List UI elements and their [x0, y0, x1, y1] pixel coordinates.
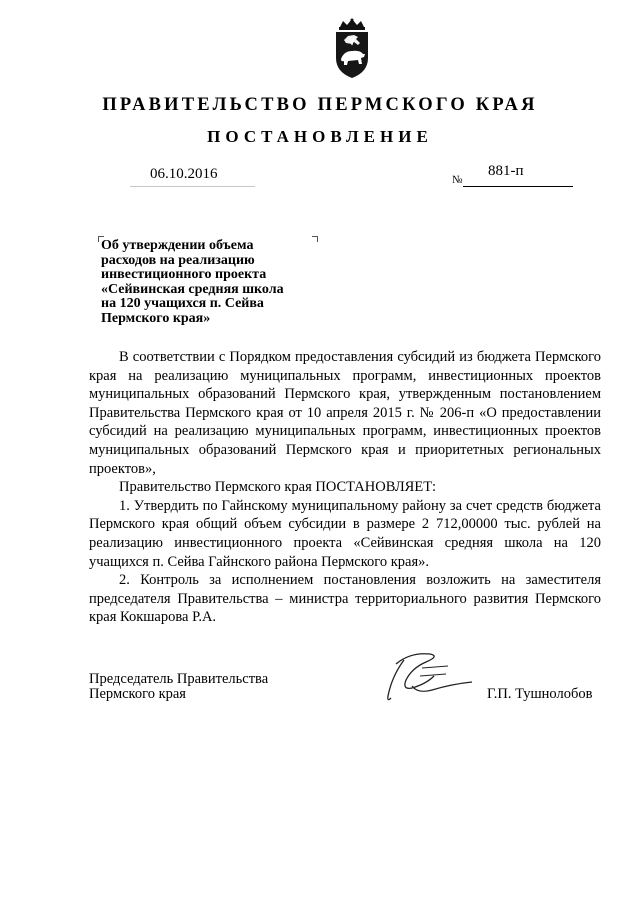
subject-line: расходов на реализацию [101, 252, 255, 268]
document-subject [101, 239, 316, 327]
preamble-paragraph: В соответствии с Порядком предоставления субсидий из бюджета Пермского края на реализацию муниципальных программ, инвестиционных проектов муниципальных образований Пермского края, утвержденным постановлением Правительства Пермского края от 10 апреля 2015 г. № 206-п «О предоставлении субсидий на реализацию муниципальных программ, инвестиционных проектов муниципальных образований Пермского края и приоритетных региональных проектов», [89, 349, 601, 477]
signer-position [89, 672, 268, 702]
number-sign: № [452, 174, 463, 186]
subject-line: Об утверждении объема [101, 238, 254, 253]
handwritten-signature-icon [382, 646, 482, 706]
subject-line: «Сейвинская средняя школа [101, 281, 284, 297]
coat-of-arms-icon [330, 18, 374, 80]
subject-line: на 120 учащихся п. Сейва [101, 296, 264, 312]
subject-line: инвестиционного проекта [101, 267, 267, 283]
government-title: ПРАВИТЕЛЬСТВО ПЕРМСКОГО КРАЯ [102, 95, 538, 115]
clause-2: 2. Контроль за исполнением постановления возложить на заместителя председателя Правительства – министра территориального развития Пермского края Кокшарова Р.А. [89, 572, 601, 626]
number-underline [463, 186, 573, 187]
clause-1: 1. Утвердить по Гайнскому муниципальному району за счет средств бюджета Пермского края общий объем субсидии в размере 2 712,00000 тыс. рублей на реализацию инвестиционного проекта «Сейвинская средняя школа на 120 учащихся п. Сейва Гайнского района Пермского края». [89, 497, 601, 570]
subject-line: Пермского края» [101, 310, 211, 326]
signer-name: Г.П. Тушнолобов [487, 686, 593, 702]
document-number: 881-п [488, 163, 524, 179]
date-underline [130, 186, 255, 187]
document-type: ПОСТАНОВЛЕНИЕ [207, 127, 433, 146]
signer-position-line: Председатель Правительства [89, 671, 269, 687]
document-date: 06.10.2016 [150, 166, 218, 182]
document-body [89, 348, 601, 627]
resolution-statement: Правительство Пермского края ПОСТАНОВЛЯЕТ: [119, 479, 437, 496]
signer-position-line: Пермского края [89, 686, 186, 702]
